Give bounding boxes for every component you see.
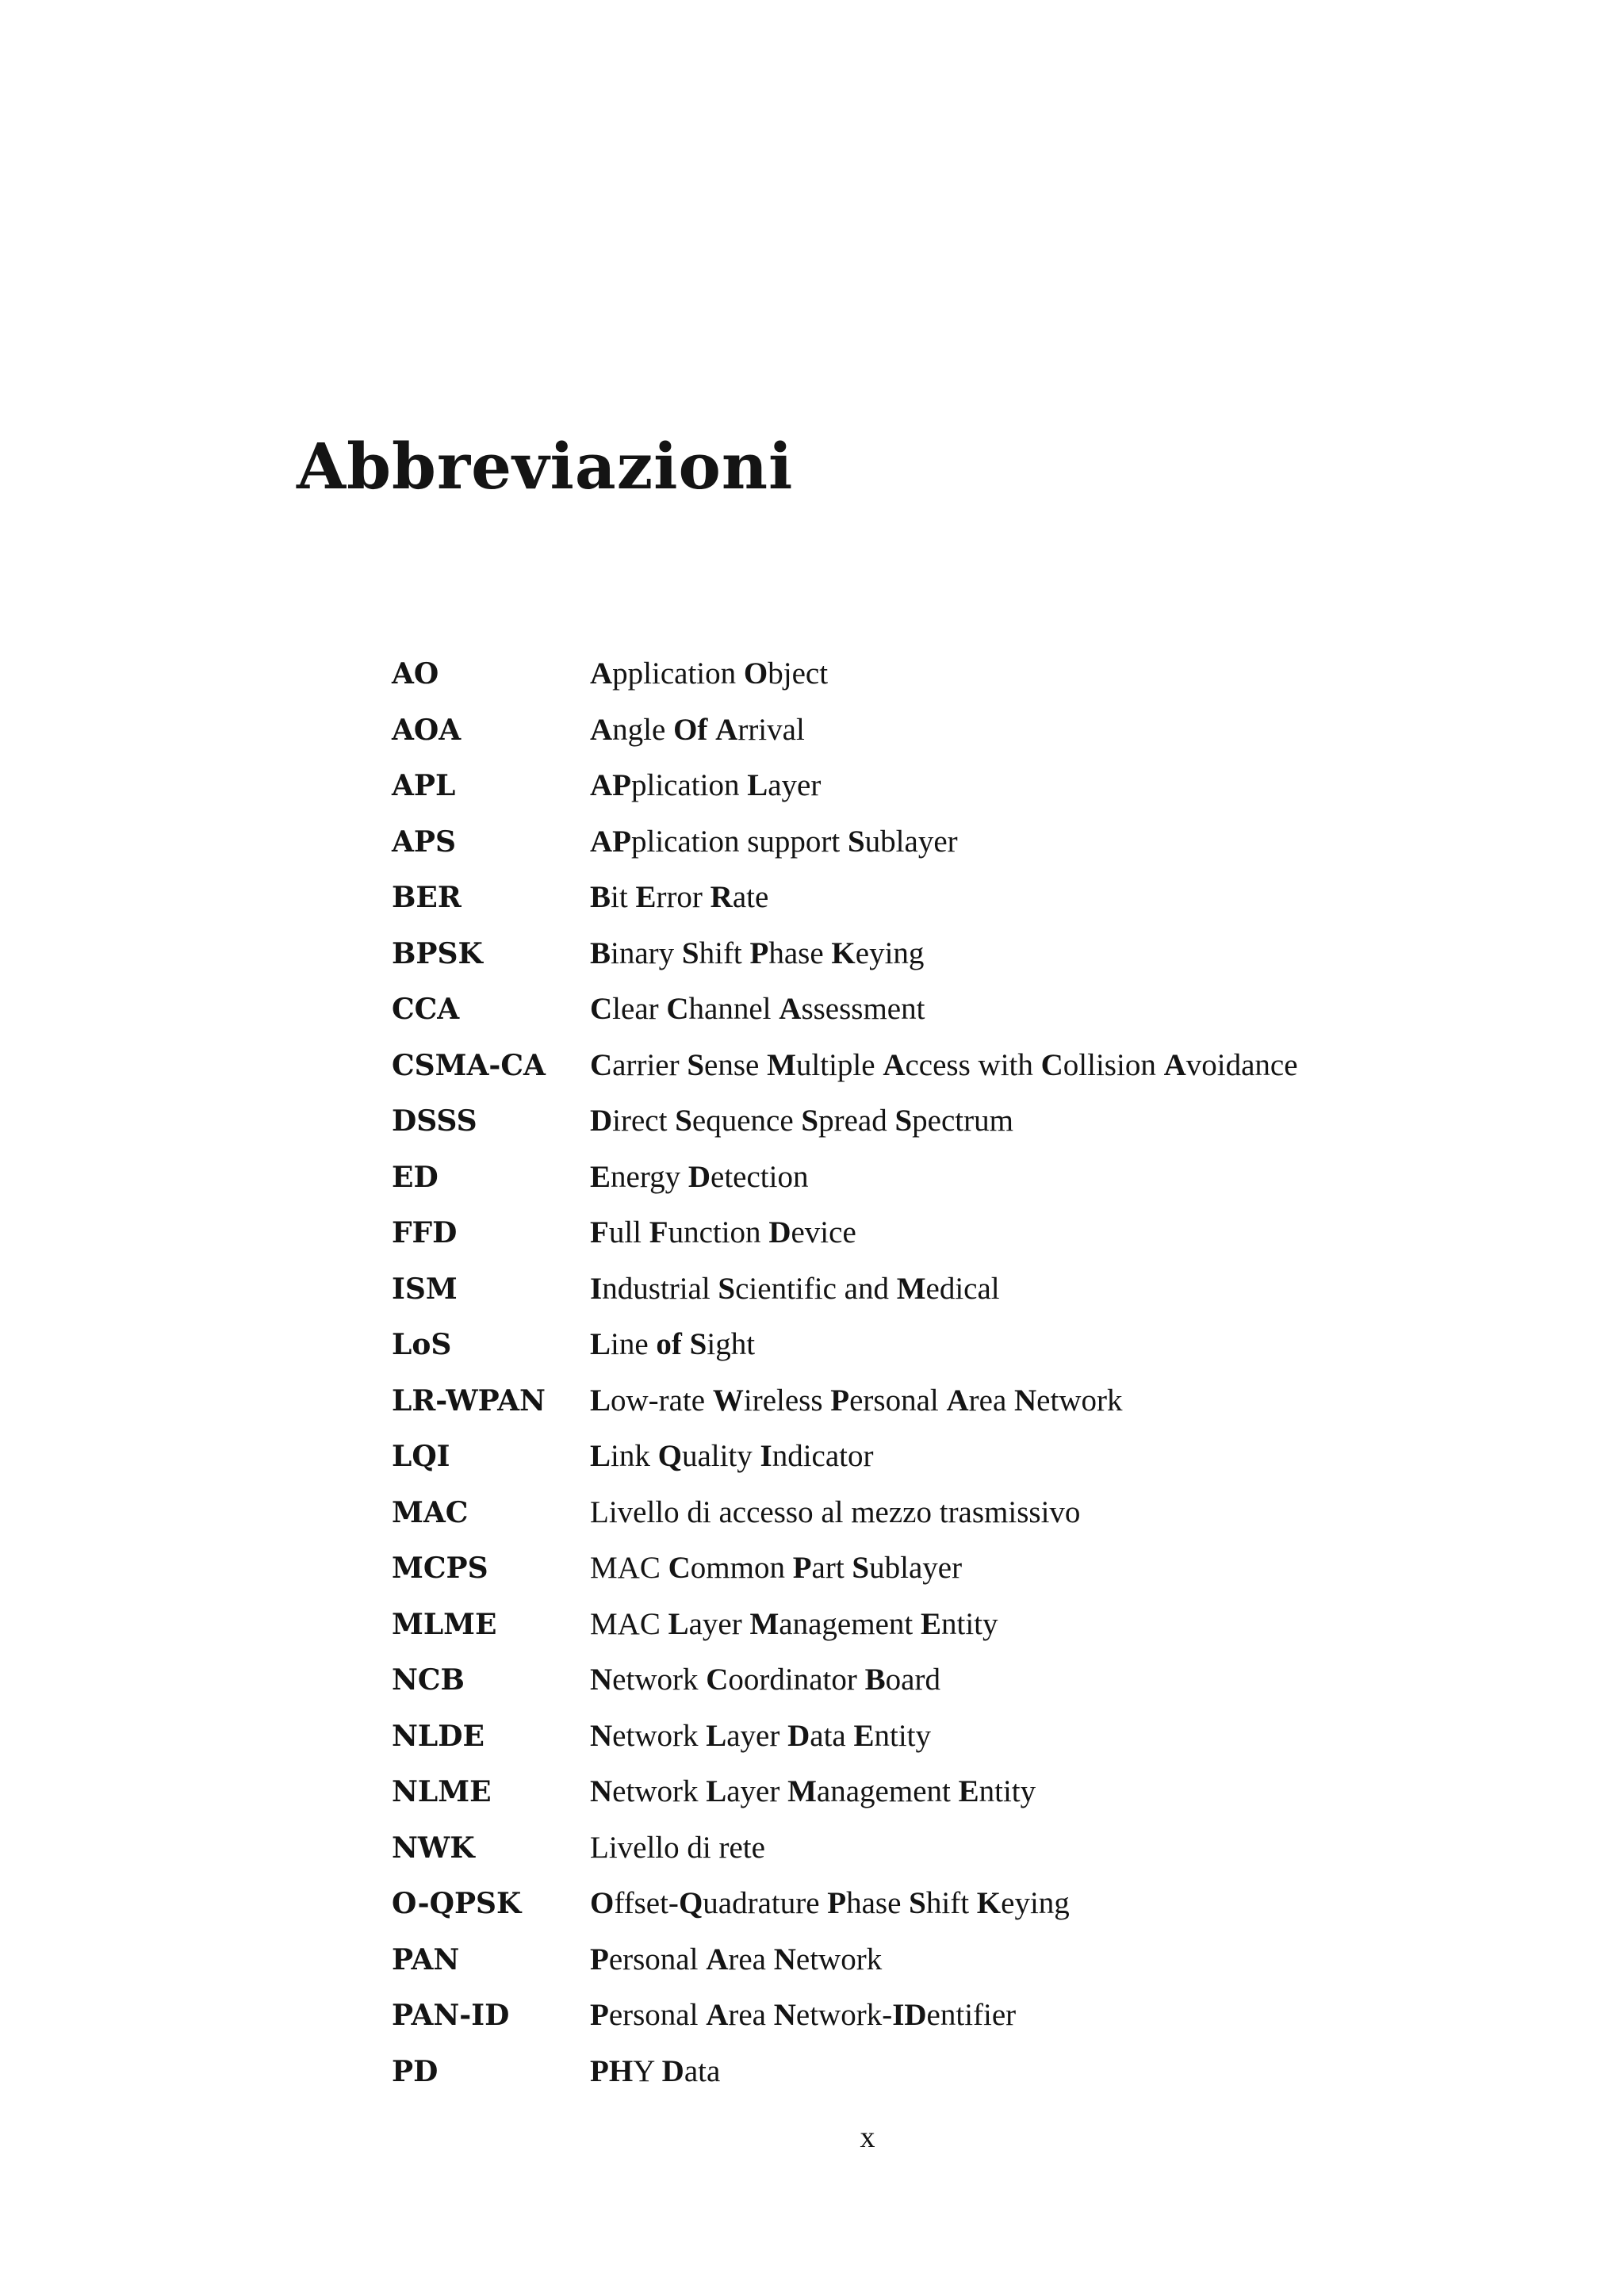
abbreviation-row bbox=[392, 936, 1298, 993]
definition-text: plication support bbox=[631, 824, 848, 859]
definition-text: it bbox=[611, 880, 636, 914]
definition-text bbox=[707, 713, 715, 747]
definition-initial: M bbox=[787, 1774, 817, 1808]
definition-initial: C bbox=[706, 1663, 729, 1697]
abbreviation-row bbox=[392, 1104, 1298, 1160]
definition-text: ublayer bbox=[864, 824, 958, 859]
definition-text: ffset- bbox=[614, 1886, 679, 1920]
definition-initial: E bbox=[635, 880, 657, 914]
definition-initial: A bbox=[590, 712, 613, 747]
definition-initial: A bbox=[779, 992, 802, 1026]
definition-text: ndustrial bbox=[602, 1271, 718, 1306]
abbreviation-definition bbox=[590, 1160, 808, 1195]
abbreviation-term: LR-WPAN bbox=[392, 1383, 546, 1418]
definition-initial: PH bbox=[590, 2053, 634, 2088]
definition-initial: D bbox=[787, 1718, 810, 1753]
abbreviation-term: LQI bbox=[392, 1440, 450, 1473]
definition-text: rea bbox=[728, 1942, 774, 1976]
definition-text: etwork bbox=[795, 1942, 883, 1976]
definition-initial: L bbox=[668, 1606, 689, 1641]
abbreviation-term: BPSK bbox=[392, 936, 483, 970]
abbreviation-definition bbox=[590, 1327, 755, 1362]
abbreviation-list bbox=[392, 656, 1298, 2110]
definition-text: ayer bbox=[768, 768, 822, 802]
page-title: Abbreviazioni bbox=[297, 429, 794, 503]
abbreviation-row bbox=[392, 2054, 1298, 2110]
definition-initial: K bbox=[976, 1886, 1002, 1920]
definition-text: lear bbox=[612, 992, 667, 1026]
definition-initial: A bbox=[715, 712, 738, 747]
definition-initial: S bbox=[852, 1551, 870, 1585]
abbreviation-term: MLME bbox=[392, 1607, 497, 1641]
definition-initial: L bbox=[590, 1327, 611, 1361]
abbreviation-definition bbox=[590, 1104, 1013, 1138]
definition-initial: D bbox=[688, 1159, 711, 1194]
definition-text: etwork- bbox=[795, 1998, 893, 2032]
definition-initial: Q bbox=[678, 1886, 703, 1920]
definition-text: Y bbox=[633, 2053, 662, 2088]
abbreviation-row bbox=[392, 1383, 1298, 1440]
abbreviation-definition bbox=[590, 936, 924, 971]
definition-initial: S bbox=[689, 1327, 707, 1361]
definition-text: entifier bbox=[926, 1998, 1017, 2032]
definition-text: uality bbox=[681, 1439, 760, 1473]
definition-text: arrier bbox=[612, 1047, 688, 1082]
definition-text: etection bbox=[710, 1159, 809, 1194]
definition-initial: M bbox=[896, 1271, 926, 1306]
definition-text: plication bbox=[631, 768, 748, 802]
definition-text: etwork bbox=[612, 1663, 707, 1697]
definition-initial: A bbox=[946, 1383, 969, 1418]
abbreviation-term: APS bbox=[392, 825, 456, 859]
abbreviation-definition bbox=[590, 1719, 931, 1754]
abbreviation-term: CCA bbox=[392, 993, 460, 1026]
definition-initial: AP bbox=[590, 768, 631, 802]
definition-text: rrival bbox=[737, 712, 805, 747]
abbreviation-definition bbox=[590, 992, 925, 1027]
abbreviation-term: LoS bbox=[392, 1328, 452, 1361]
abbreviation-definition bbox=[590, 1998, 1016, 2033]
definition-initial: M bbox=[767, 1047, 796, 1082]
definition-initial: A bbox=[590, 656, 613, 691]
definition-initial: R bbox=[710, 880, 733, 914]
definition-initial: ID bbox=[892, 1998, 927, 2032]
definition-text: ommon bbox=[690, 1551, 793, 1585]
abbreviation-row bbox=[392, 992, 1298, 1048]
definition-text: hannel bbox=[688, 992, 779, 1026]
definition-text: ayer bbox=[726, 1718, 788, 1753]
definition-initial: C bbox=[590, 1047, 613, 1082]
abbreviation-definition bbox=[590, 1215, 856, 1250]
abbreviation-row bbox=[392, 1048, 1298, 1104]
definition-initial: I bbox=[760, 1439, 772, 1473]
definition-text: pectrum bbox=[912, 1104, 1013, 1138]
definition-initial: C bbox=[590, 992, 613, 1026]
definition-text: ssessment bbox=[801, 992, 925, 1026]
definition-initial: M bbox=[749, 1606, 779, 1641]
abbreviation-term: MAC bbox=[392, 1495, 469, 1529]
definition-text: nergy bbox=[611, 1159, 688, 1194]
definition-initial: N bbox=[1014, 1383, 1037, 1418]
abbreviation-row bbox=[392, 768, 1298, 825]
definition-text: ersonal bbox=[849, 1383, 947, 1418]
definition-text: anagement bbox=[816, 1774, 959, 1808]
definition-text: edical bbox=[925, 1271, 1000, 1306]
definition-initial: A bbox=[1163, 1047, 1186, 1082]
definition-initial: S bbox=[801, 1104, 819, 1138]
definition-initial: K bbox=[831, 936, 856, 970]
definition-initial: N bbox=[773, 1942, 796, 1976]
definition-text bbox=[682, 1327, 690, 1361]
abbreviation-term: NWK bbox=[392, 1831, 475, 1865]
abbreviation-row bbox=[392, 1160, 1298, 1216]
abbreviation-row bbox=[392, 1215, 1298, 1272]
definition-initial: E bbox=[920, 1606, 941, 1641]
abbreviation-definition bbox=[590, 1663, 940, 1697]
definition-initial: P bbox=[792, 1551, 812, 1585]
definition-initial: E bbox=[853, 1718, 875, 1753]
definition-text: unction bbox=[668, 1215, 769, 1249]
abbreviation-term: BER bbox=[392, 881, 462, 914]
definition-text: ngle bbox=[612, 712, 674, 747]
definition-initial: N bbox=[590, 1774, 613, 1808]
definition-text: ine bbox=[611, 1327, 657, 1361]
definition-initial: B bbox=[864, 1663, 886, 1697]
abbreviation-row bbox=[392, 1886, 1298, 1942]
abbreviation-term: FFD bbox=[392, 1216, 458, 1249]
definition-initial: P bbox=[830, 1383, 850, 1418]
abbreviation-row bbox=[392, 1439, 1298, 1495]
abbreviation-definition bbox=[590, 1607, 998, 1642]
definition-text: ayer bbox=[726, 1774, 788, 1808]
abbreviation-row bbox=[392, 1774, 1298, 1831]
abbreviation-definition bbox=[590, 1774, 1036, 1809]
definition-text: ntity bbox=[940, 1606, 998, 1641]
abbreviation-term: PAN-ID bbox=[392, 1999, 510, 2032]
definition-text: pread bbox=[818, 1104, 895, 1138]
definition-text: hase bbox=[768, 936, 832, 970]
abbreviation-term: NLDE bbox=[392, 1719, 485, 1753]
abbreviation-term: AO bbox=[392, 657, 439, 691]
abbreviation-term: PAN bbox=[392, 1942, 460, 1976]
abbreviation-row bbox=[392, 1272, 1298, 1328]
definition-text: etwork bbox=[612, 1718, 707, 1753]
definition-text: ata bbox=[684, 2053, 721, 2088]
definition-text: ntity bbox=[874, 1718, 932, 1753]
definition-text: ata bbox=[810, 1718, 854, 1753]
definition-text: Livello di accesso al mezzo trasmissivo bbox=[590, 1494, 1081, 1529]
page-number: x bbox=[860, 2121, 875, 2154]
definition-initial: E bbox=[958, 1774, 979, 1808]
definition-initial: Q bbox=[657, 1439, 682, 1473]
definition-initial: of bbox=[656, 1327, 682, 1361]
definition-text: ight bbox=[707, 1327, 756, 1361]
abbreviation-definition bbox=[590, 656, 828, 691]
definition-text: Livello di rete bbox=[590, 1830, 765, 1865]
definition-initial: D bbox=[768, 1215, 791, 1249]
definition-initial: N bbox=[590, 1663, 613, 1697]
abbreviation-term: DSSS bbox=[392, 1104, 477, 1138]
definition-text: inary bbox=[611, 936, 682, 970]
abbreviation-row bbox=[392, 1327, 1298, 1383]
definition-initial: S bbox=[675, 1104, 692, 1138]
abbreviation-term: APL bbox=[392, 769, 456, 802]
definition-text: MAC bbox=[590, 1606, 668, 1641]
abbreviation-row bbox=[392, 1495, 1298, 1552]
definition-initial: AP bbox=[590, 824, 631, 859]
definition-initial: B bbox=[590, 880, 611, 914]
definition-text: voidance bbox=[1185, 1047, 1298, 1082]
definition-text: oordinator bbox=[728, 1663, 865, 1697]
definition-text: hift bbox=[925, 1886, 977, 1920]
abbreviation-row bbox=[392, 1942, 1298, 1999]
definition-initial: P bbox=[590, 1998, 609, 2032]
definition-text: MAC bbox=[590, 1551, 668, 1585]
abbreviation-definition bbox=[590, 880, 768, 915]
abbreviation-term: ISM bbox=[392, 1272, 458, 1306]
definition-initial: S bbox=[894, 1104, 913, 1138]
definition-initial: C bbox=[1040, 1047, 1063, 1082]
abbreviation-definition bbox=[590, 1831, 765, 1866]
abbreviation-term: ED bbox=[392, 1160, 439, 1194]
abbreviation-row bbox=[392, 656, 1298, 713]
abbreviation-row bbox=[392, 880, 1298, 936]
abbreviation-row bbox=[392, 825, 1298, 881]
definition-initial: L bbox=[747, 768, 768, 802]
abbreviation-term: NLME bbox=[392, 1775, 492, 1808]
definition-initial: L bbox=[706, 1774, 727, 1808]
abbreviation-row bbox=[392, 1998, 1298, 2054]
abbreviation-definition bbox=[590, 825, 958, 859]
definition-initial: F bbox=[649, 1215, 668, 1249]
abbreviation-definition bbox=[590, 768, 821, 803]
definition-initial: P bbox=[827, 1886, 847, 1920]
definition-text: ollision bbox=[1063, 1047, 1164, 1082]
definition-text: ntity bbox=[979, 1774, 1036, 1808]
abbreviation-definition bbox=[590, 1048, 1298, 1083]
abbreviation-definition bbox=[590, 1942, 882, 1977]
abbreviation-term: PD bbox=[392, 2054, 439, 2088]
definition-text: ayer bbox=[688, 1606, 750, 1641]
abbreviation-row bbox=[392, 713, 1298, 769]
definition-initial: S bbox=[681, 936, 699, 970]
definition-text: rea bbox=[968, 1383, 1014, 1418]
definition-text: hase bbox=[846, 1886, 910, 1920]
definition-initial: E bbox=[590, 1159, 611, 1194]
definition-text: evice bbox=[791, 1215, 856, 1249]
abbreviation-definition bbox=[590, 1495, 1080, 1530]
definition-text: ersonal bbox=[608, 1998, 707, 2032]
definition-initial: I bbox=[590, 1271, 603, 1306]
definition-text: ndicator bbox=[772, 1439, 874, 1473]
abbreviation-definition bbox=[590, 1383, 1122, 1418]
definition-text: rea bbox=[728, 1998, 774, 2032]
definition-text: ull bbox=[608, 1215, 649, 1249]
definition-initial: L bbox=[590, 1383, 611, 1418]
abbreviation-term: AOA bbox=[392, 713, 462, 747]
definition-initial: S bbox=[909, 1886, 926, 1920]
definition-initial: D bbox=[590, 1104, 613, 1138]
definition-text: rror bbox=[656, 880, 710, 914]
definition-text: pplication bbox=[612, 656, 744, 691]
definition-text: ate bbox=[732, 880, 769, 914]
definition-text: ersonal bbox=[608, 1942, 707, 1976]
definition-text: ense bbox=[704, 1047, 768, 1082]
abbreviation-term: NCB bbox=[392, 1663, 465, 1697]
abbreviation-definition bbox=[590, 713, 805, 748]
definition-text: irect bbox=[612, 1104, 676, 1138]
definition-initial: A bbox=[706, 1942, 729, 1976]
definition-text: eying bbox=[855, 936, 925, 970]
definition-initial: O bbox=[743, 656, 768, 691]
definition-text: anagement bbox=[779, 1606, 921, 1641]
definition-initial: C bbox=[666, 992, 689, 1026]
definition-initial: A bbox=[883, 1047, 906, 1082]
definition-text: bject bbox=[768, 656, 829, 691]
definition-initial: L bbox=[590, 1439, 611, 1473]
definition-text: art bbox=[811, 1551, 852, 1585]
abbreviation-definition bbox=[590, 1272, 1000, 1307]
abbreviation-row bbox=[392, 1551, 1298, 1607]
definition-text: hift bbox=[699, 936, 750, 970]
definition-text: oard bbox=[885, 1663, 940, 1697]
definition-initial: B bbox=[590, 936, 611, 970]
definition-initial: L bbox=[706, 1718, 727, 1753]
definition-initial: P bbox=[590, 1942, 609, 1976]
definition-text: ow-rate bbox=[611, 1383, 713, 1418]
definition-initial: S bbox=[718, 1271, 736, 1306]
definition-text: ink bbox=[611, 1439, 658, 1473]
definition-initial: S bbox=[687, 1047, 705, 1082]
definition-initial: D bbox=[661, 2053, 684, 2088]
definition-initial: N bbox=[590, 1718, 613, 1753]
definition-initial: F bbox=[590, 1215, 609, 1249]
abbreviation-row bbox=[392, 1719, 1298, 1775]
definition-initial: C bbox=[668, 1551, 691, 1585]
abbreviation-definition bbox=[590, 1886, 1070, 1921]
definition-initial: W bbox=[712, 1383, 744, 1418]
definition-initial: S bbox=[847, 824, 865, 859]
definition-text: ireless bbox=[743, 1383, 831, 1418]
definition-text: equence bbox=[691, 1104, 802, 1138]
abbreviation-row bbox=[392, 1663, 1298, 1719]
abbreviation-row bbox=[392, 1831, 1298, 1887]
abbreviation-term: CSMA-CA bbox=[392, 1048, 546, 1082]
abbreviation-definition bbox=[590, 2054, 720, 2089]
definition-text: eying bbox=[1001, 1886, 1070, 1920]
abbreviation-term: MCPS bbox=[392, 1552, 488, 1585]
definition-text: ublayer bbox=[869, 1551, 963, 1585]
definition-text: cientific and bbox=[735, 1271, 897, 1306]
definition-initial: Of bbox=[673, 712, 708, 747]
definition-text: uadrature bbox=[703, 1886, 828, 1920]
definition-initial: O bbox=[590, 1886, 615, 1920]
definition-initial: N bbox=[773, 1998, 796, 2032]
definition-initial: A bbox=[706, 1998, 729, 2032]
definition-text: ccess with bbox=[905, 1047, 1041, 1082]
abbreviation-definition bbox=[590, 1439, 874, 1474]
definition-initial: P bbox=[749, 936, 769, 970]
abbreviation-term: O-QPSK bbox=[392, 1887, 522, 1920]
definition-text: etwork bbox=[612, 1774, 707, 1808]
definition-text: etwork bbox=[1036, 1383, 1123, 1418]
abbreviation-definition bbox=[590, 1551, 962, 1586]
definition-text: ultiple bbox=[795, 1047, 883, 1082]
abbreviation-row bbox=[392, 1607, 1298, 1663]
